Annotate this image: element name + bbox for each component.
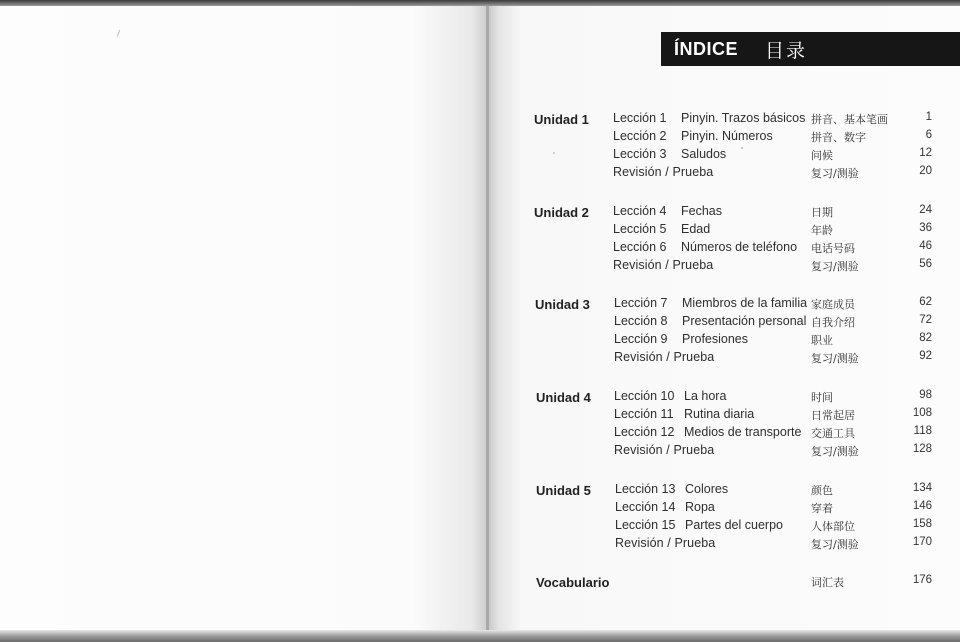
- lesson-title-chinese: 电话号码: [811, 242, 855, 255]
- lesson-number: Lección 14: [615, 500, 676, 514]
- unit-label: Unidad 3: [535, 297, 590, 312]
- page-number: 46: [919, 240, 932, 252]
- page-number: 128: [912, 443, 932, 455]
- lesson-title-chinese: 颜色: [811, 484, 833, 497]
- lesson-title: Fechas: [681, 204, 722, 218]
- lesson-number: Revisión / Prueba: [614, 350, 715, 364]
- lesson-number: Lección 13: [615, 482, 676, 496]
- toc-row-lesson: [614, 407, 932, 425]
- lesson-title: Partes del cuerpo: [685, 518, 783, 532]
- vocabulary-label: Vocabulario: [536, 575, 610, 590]
- lesson-title: La hora: [684, 389, 727, 403]
- lesson-title-chinese: 问候: [811, 149, 833, 162]
- toc-row-lesson: [613, 240, 932, 258]
- page-number: 82: [919, 332, 932, 344]
- page-number: 98: [919, 389, 932, 401]
- lesson-title-chinese: 交通工具: [811, 427, 855, 440]
- lesson-title-chinese: 自我介绍: [811, 316, 855, 329]
- page-number: 170: [912, 536, 932, 548]
- lesson-title-chinese: 职业: [811, 334, 833, 347]
- lesson-title-chinese: 年龄: [811, 224, 833, 237]
- lesson-title-chinese: 复习/测验: [811, 352, 859, 365]
- page-number: 134: [912, 482, 932, 494]
- lesson-title-chinese: 复习/测验: [811, 445, 859, 458]
- vocabulary-chinese: 词汇表: [811, 576, 844, 589]
- toc-row-vocabulary: [811, 574, 932, 592]
- lesson-title: Presentación personal: [682, 314, 807, 328]
- page-number: 1: [925, 111, 932, 123]
- lesson-title: Rutina diaria: [684, 407, 755, 421]
- lesson-number: Lección 12: [614, 425, 675, 439]
- page-number: 118: [913, 425, 932, 437]
- toc-row-review: [615, 536, 932, 554]
- page-number: 36: [919, 222, 932, 234]
- lesson-title-chinese: 日期: [811, 206, 833, 219]
- page-number: 146: [912, 500, 932, 512]
- lesson-number: Revisión / Prueba: [613, 258, 714, 272]
- toc-row-lesson: [615, 518, 932, 536]
- lesson-title: Saludos: [681, 147, 727, 161]
- page-number: 158: [912, 518, 932, 530]
- lesson-title: Pinyin. Trazos básicos: [681, 111, 806, 125]
- page-number: 72: [919, 314, 932, 326]
- page-number: 6: [925, 129, 932, 141]
- toc-row-lesson: [614, 314, 932, 332]
- toc-row-lesson: [614, 425, 932, 443]
- lesson-number: Lección 8: [614, 314, 668, 328]
- lesson-number: Lección 7: [614, 296, 668, 310]
- index-title-chinese: 目录: [765, 39, 808, 62]
- toc-row-lesson: [613, 204, 932, 222]
- page-number: 24: [919, 204, 932, 216]
- toc-row-lesson: [615, 500, 932, 518]
- toc-row-lesson: [614, 332, 932, 350]
- lesson-title: Medios de transporte: [684, 425, 802, 439]
- lesson-number: Lección 2: [613, 129, 667, 143]
- unit-label: Unidad 2: [534, 205, 589, 220]
- unit-label: Unidad 1: [534, 112, 589, 127]
- lesson-title: Ropa: [685, 500, 715, 514]
- lesson-title: Edad: [681, 222, 711, 236]
- lesson-title: Colores: [685, 482, 729, 496]
- toc-row-lesson: [613, 222, 932, 240]
- lesson-title-chinese: 拼音、基本笔画: [811, 113, 888, 126]
- toc-row-lesson: [613, 129, 932, 147]
- lesson-title-chinese: 家庭成员: [811, 298, 855, 311]
- lesson-title: Números de teléfono: [681, 240, 798, 254]
- lesson-number: Lección 6: [613, 240, 667, 254]
- unit-label: Unidad 5: [536, 483, 591, 498]
- lesson-title-chinese: 复习/测验: [811, 538, 859, 551]
- lesson-title-chinese: 人体部位: [811, 520, 855, 533]
- lesson-title: Pinyin. Números: [681, 129, 773, 143]
- page-number: 62: [919, 296, 932, 308]
- lesson-title-chinese: 日常起居: [811, 409, 855, 422]
- page-number: 92: [919, 350, 932, 362]
- page-number: 20: [919, 165, 932, 177]
- lesson-number: Revisión / Prueba: [613, 165, 714, 179]
- lesson-number: Lección 3: [613, 147, 667, 161]
- index-title-spanish: ÍNDICE: [674, 38, 739, 59]
- lesson-title-chinese: 复习/测验: [811, 260, 859, 273]
- page-number: 108: [912, 407, 932, 419]
- page-number: 56: [919, 258, 932, 270]
- lesson-number: Lección 15: [615, 518, 676, 532]
- lesson-title-chinese: 复习/测验: [811, 167, 859, 180]
- toc-row-lesson: [613, 147, 932, 165]
- page-number: 176: [912, 574, 932, 586]
- toc-row-review: [613, 258, 932, 276]
- lesson-number: Revisión / Prueba: [615, 536, 716, 550]
- toc-row-lesson: [613, 111, 932, 129]
- lesson-number: Lección 11: [614, 407, 674, 421]
- toc-row-lesson: [614, 389, 932, 407]
- page-number: 12: [919, 147, 932, 159]
- lesson-number: Lección 5: [613, 222, 667, 236]
- lesson-title-chinese: 穿着: [811, 502, 833, 515]
- unit-label: Unidad 4: [536, 390, 591, 405]
- lesson-number: Revisión / Prueba: [614, 443, 715, 457]
- lesson-number: Lección 1: [613, 111, 667, 125]
- lesson-number: Lección 4: [613, 204, 667, 218]
- lesson-title: Miembros de la familia: [682, 296, 808, 310]
- toc-row-lesson: [614, 296, 932, 314]
- toc-row-lesson: [615, 482, 932, 500]
- toc-row-review: [613, 165, 932, 183]
- lesson-title-chinese: 拼音、数字: [811, 131, 866, 144]
- toc-row-review: [614, 443, 932, 461]
- lesson-title: Profesiones: [682, 332, 749, 346]
- lesson-number: Lección 10: [614, 389, 675, 403]
- toc-row-review: [614, 350, 932, 368]
- lesson-number: Lección 9: [614, 332, 668, 346]
- lesson-title-chinese: 时间: [811, 391, 833, 404]
